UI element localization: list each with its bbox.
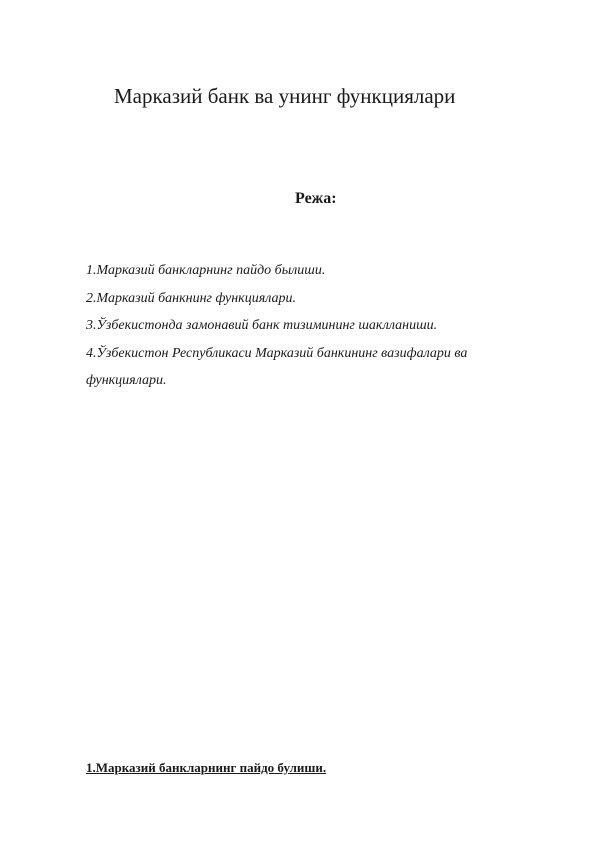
plan-item-3: 3.Ўзбекистонда замонавий банк тизимининг шаклланиши. bbox=[86, 318, 438, 333]
plan-item-2: 2.Марказий банкнинг функциялари. bbox=[86, 290, 296, 306]
page-title: Марказий банк ва унинг функциялари bbox=[114, 84, 456, 108]
plan-heading: Режа: bbox=[295, 190, 337, 207]
plan-item-1: 1.Марказий банкларнинг пайдо былиши. bbox=[86, 263, 326, 278]
plan-item-4: 4.Ўзбекистон Республикаси Марказий банкининг вазифалари ва функциялари. bbox=[86, 345, 468, 388]
plan-list bbox=[86, 257, 536, 395]
section-heading: 1.Марказий банкларнинг пайдо булиши. bbox=[86, 760, 327, 775]
